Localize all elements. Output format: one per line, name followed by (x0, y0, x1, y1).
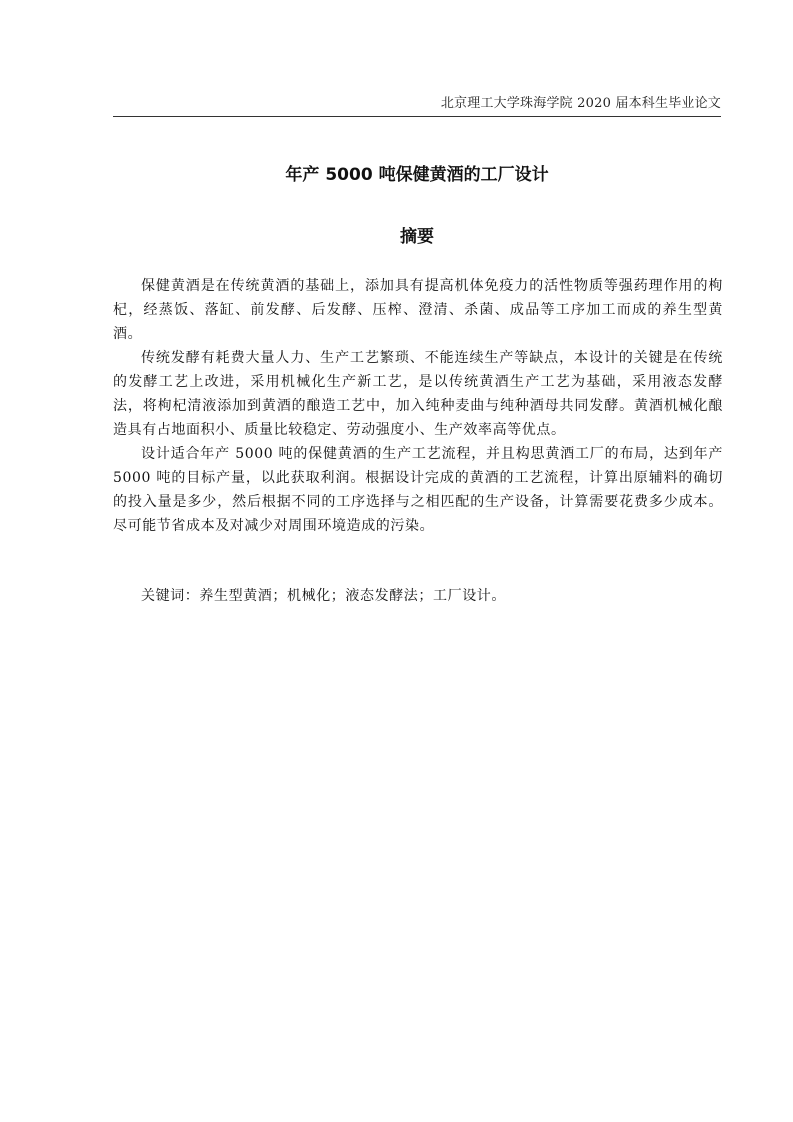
abstract-heading: 摘要 (400, 227, 434, 247)
abstract-body (113, 274, 723, 538)
abstract-paragraph: 传统发酵有耗费大量人力、生产工艺繁琐、不能连续生产等缺点，本设计的关键是在传统的发酵工艺上改进，采用机械化生产新工艺，是以传统黄酒生产工艺为基础，采用液态发酵法，将枸杞清液添加到黄酒的酿造工艺中，加入纯种麦曲与纯种酒母共同发酵。黄酒机械化酿造具有占地面积小、质量比较稳定、劳动强度小、生产效率高等优点。 (113, 350, 723, 438)
header-divider (113, 116, 721, 117)
document-title: 年产 5000 吨保健黄酒的工厂设计 (285, 165, 549, 185)
keywords-line: 关键词：养生型黄酒；机械化；液态发酵法；工厂设计。 (141, 588, 506, 604)
abstract-paragraph: 设计适合年产 5000 吨的保健黄酒的生产工艺流程，并且构思黄酒工厂的布局，达到年产 5000 吨的目标产量，以此获取利润。根据设计完成的黄酒的工艺流程，计算出原辅料的确切的投入量是多少，然后根据不同的工序选择与之相匹配的生产设备，计算需要花费多少成本。尽可能节省成本及对减少对周围环境造成的污染。 (113, 446, 723, 534)
abstract-paragraph: 保健黄酒是在传统黄酒的基础上，添加具有提高机体免疫力的活性物质等强药理作用的枸杞，经蒸饭、落缸、前发酵、后发酵、压榨、澄清、杀菌、成品等工序加工而成的养生型黄酒。 (113, 278, 723, 342)
running-header: 北京理工大学珠海学院 2020 届本科生毕业论文 (440, 96, 721, 111)
